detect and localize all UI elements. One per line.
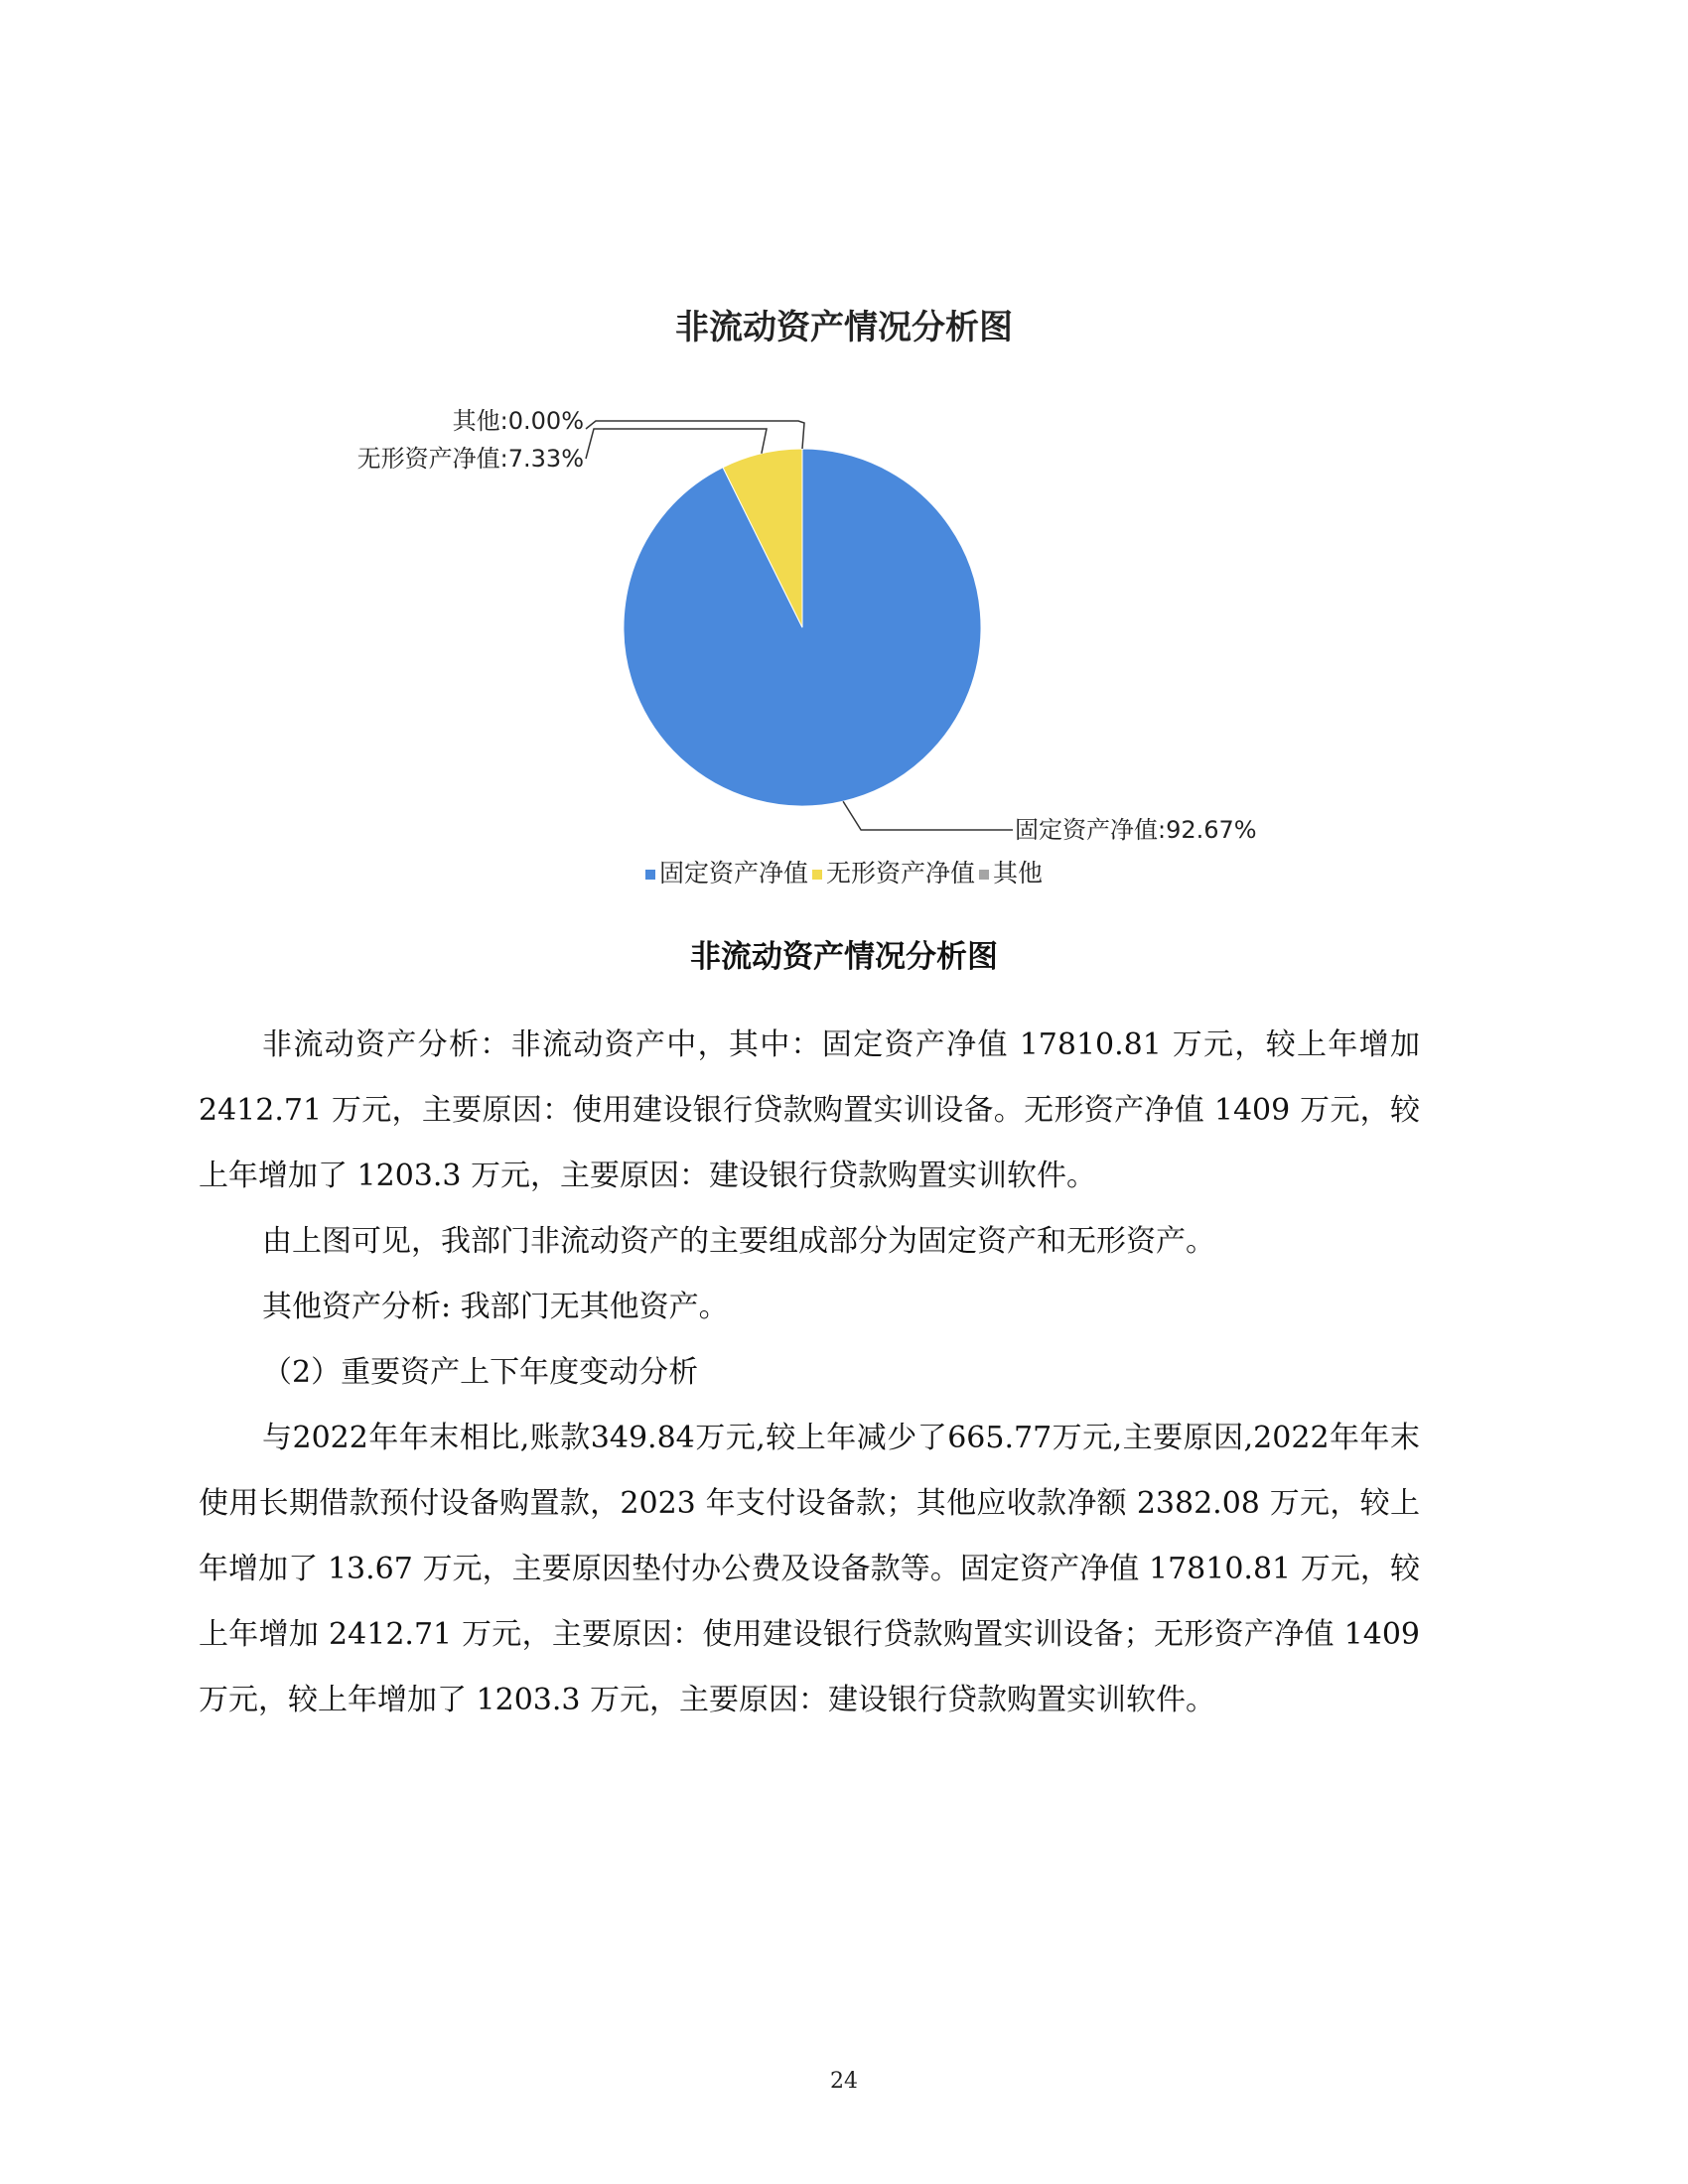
legend-label: 固定资产净值 [658, 859, 808, 887]
paragraph: 非流动资产分析：非流动资产中，其中：固定资产净值 17810.81 万元，较上年增加 2412.71 万元，主要原因：使用建设银行贷款购置实训设备。无形资产净值 1409 万元，较上年增加了 1203.3 万元，主要原因：建设银行贷款购置实训软件。 [199, 1027, 1420, 1193]
body-text [199, 1013, 1420, 1733]
pie-chart-svg [0, 0, 1688, 913]
leader-line [586, 429, 767, 459]
paragraph: 与2022年年末相比,账款349.84万元,较上年减少了665.77万元,主要原因,2022年年末使用长期借款预付设备购置款，2023 年支付设备款；其他应收款净额 2382.08 万元，较上年增加了 13.67 万元，主要原因垫付办公费及设备款等。固定资产净值 17810.81 万元，较上年增加 2412.71 万元，主要原因：使用建设银行贷款购置实训设备；无形资产净值 1409 万元，较上年增加了 1203.3 万元，主要原因：建设银行贷款购置实训软件。 [199, 1421, 1420, 1717]
chart-title: 非流动资产情况分析图 [675, 308, 1013, 347]
page-number: 24 [830, 2069, 858, 2094]
paragraph: 其他资产分析: 我部门无其他资产。 [262, 1290, 729, 1324]
legend-item [812, 854, 975, 889]
leader-line [843, 801, 1013, 830]
chart-legend [0, 854, 1688, 889]
data-label: 无形资产净值:7.33% [356, 445, 584, 473]
legend-label: 无形资产净值 [825, 859, 975, 887]
legend-item [979, 854, 1043, 889]
pie-chart [0, 0, 1688, 913]
leader-line [586, 421, 804, 449]
legend-swatch [979, 870, 989, 880]
legend-label: 其他 [993, 859, 1044, 887]
data-label: 固定资产净值:92.67% [1015, 816, 1257, 844]
legend-swatch [812, 870, 822, 880]
legend-swatch [645, 870, 655, 880]
paragraph: 由上图可见，我部门非流动资产的主要组成部分为固定资产和无形资产。 [262, 1224, 1215, 1259]
paragraph: （2）重要资产上下年度变动分析 [262, 1355, 699, 1390]
data-label: 其他:0.00% [452, 407, 584, 435]
figure-caption: 非流动资产情况分析图 [690, 939, 998, 975]
legend-item [645, 854, 808, 889]
